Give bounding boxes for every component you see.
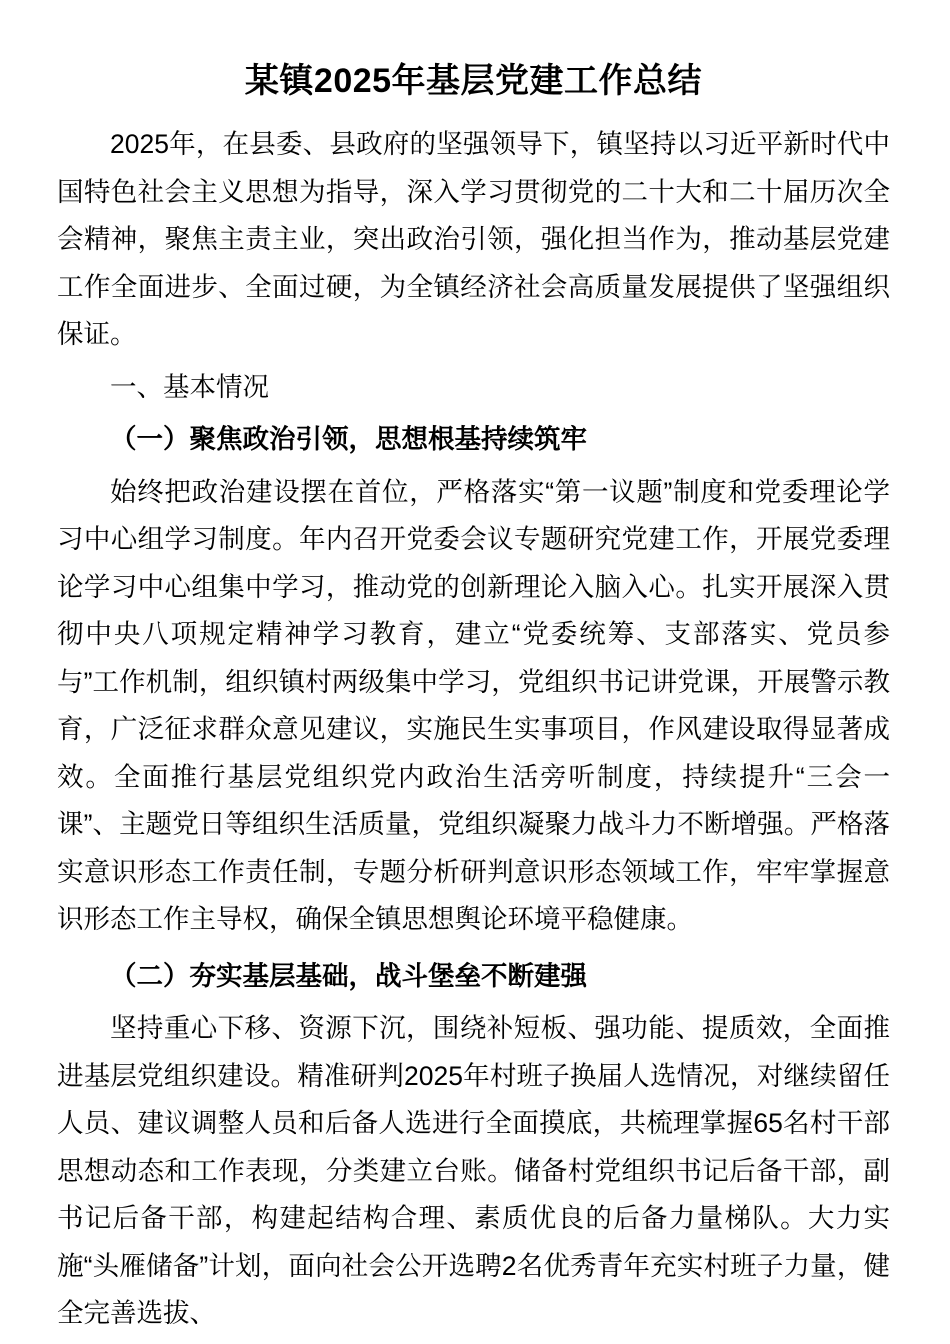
subsection-heading-political-leadership: （一）聚焦政治引领，思想根基持续筑牢 <box>110 424 587 454</box>
preamble-paragraph: 2025年，在县委、县政府的坚强领导下，镇坚持以习近平新时代中国特色社会主义思想为指导，深入学习贯彻党的二十大和二十届历次全会精神，聚焦主责主业，突出政治引领，强化担当作为，推动基层党建工作全面进步、全面过硬，为全镇经济社会高质量发展提供了坚强组织保证。 <box>57 129 890 349</box>
subsection-body-political-leadership: 始终把政治建设摆在首位，严格落实“第一议题”制度和党委理论学习中心组学习制度。年内召开党委会议专题研究党建工作，开展党委理论学习中心组集中学习，推动党的创新理论入脑入心。扎实开展深入贯彻中央八项规定精神学习教育，建立“党委统筹、支部落实、党员参与”工作机制，组织镇村两级集中学习，党组织书记讲党课，开展警示教育，广泛征求群众意见建议，实施民生实事项目，作风建设取得显著成效。全面推行基层党组织党内政治生活旁听制度，持续提升“三会一课”、主题党日等组织生活质量，党组织凝聚力战斗力不断增强。严格落实意识形态工作责任制，专题分析研判意识形态领域工作，牢牢掌握意识形态工作主导权，确保全镇思想舆论环境平稳健康。 <box>57 476 890 934</box>
subsection-body-grassroots-foundation: 坚持重心下移、资源下沉，围绕补短板、强功能、提质效，全面推进基层党组织建设。精准研判2025年村班子换届人选情况，对继续留任人员、建议调整人员和后备人选进行全面摸底，共梳理掌握65名村干部思想动态和工作表现，分类建立台账。储备村党组织书记后备干部，副书记后备干部，构建起结构合理、素质优良的后备力量梯队。大力实施“头雁储备”计划，面向社会公开选聘2名优秀青年充实村班子力量，健全完善选拔、 <box>57 1013 890 1328</box>
page-title: 某镇2025年基层党建工作总结 <box>244 62 703 100</box>
section-heading-basic-situation: 一、基本情况 <box>110 371 269 402</box>
subsection-heading-grassroots-foundation: （二）夯实基层基础，战斗堡垒不断建强 <box>110 960 587 991</box>
spacer <box>57 944 890 953</box>
